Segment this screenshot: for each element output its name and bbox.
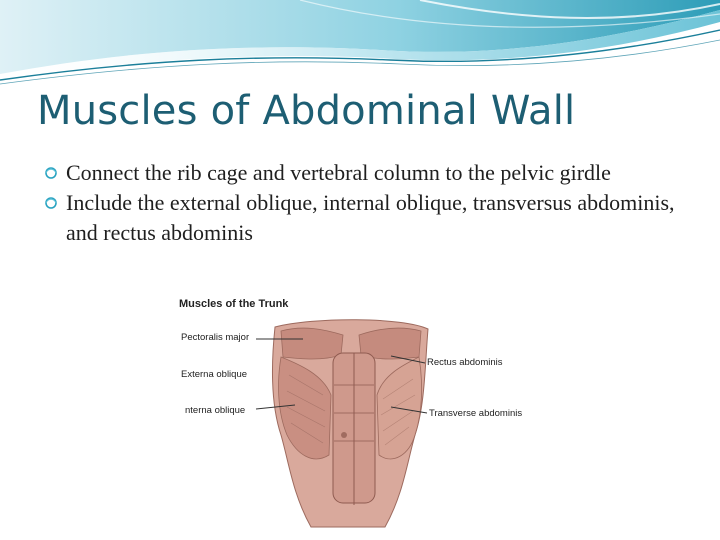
hollow-circle-bullet-icon	[44, 165, 62, 181]
label-pectoralis-major: Pectoralis major	[181, 332, 250, 343]
label-external-oblique: Externa oblique	[181, 369, 248, 380]
label-transverse-abdominis: Transverse abdominis	[429, 408, 523, 419]
label-rectus-abdominis: Rectus abdominis	[427, 357, 503, 368]
bullet-text: Include the external oblique, internal oblique, transversus abdominis, and rectus abdominis	[66, 190, 675, 245]
bullet-item	[44, 158, 684, 188]
bullet-text: Connect the rib cage and vertebral column to the pelvic girdle	[66, 160, 611, 185]
figure-title: Muscles of the Trunk	[179, 298, 289, 310]
slide-title: Muscles of Abdominal Wall	[37, 88, 576, 134]
header-wave-decoration	[0, 0, 720, 90]
bullet-item	[44, 188, 684, 248]
hollow-circle-bullet-icon	[44, 195, 62, 211]
label-internal-oblique: nterna oblique	[185, 405, 246, 416]
bullet-list	[44, 158, 684, 248]
trunk-muscles-figure	[163, 295, 553, 540]
